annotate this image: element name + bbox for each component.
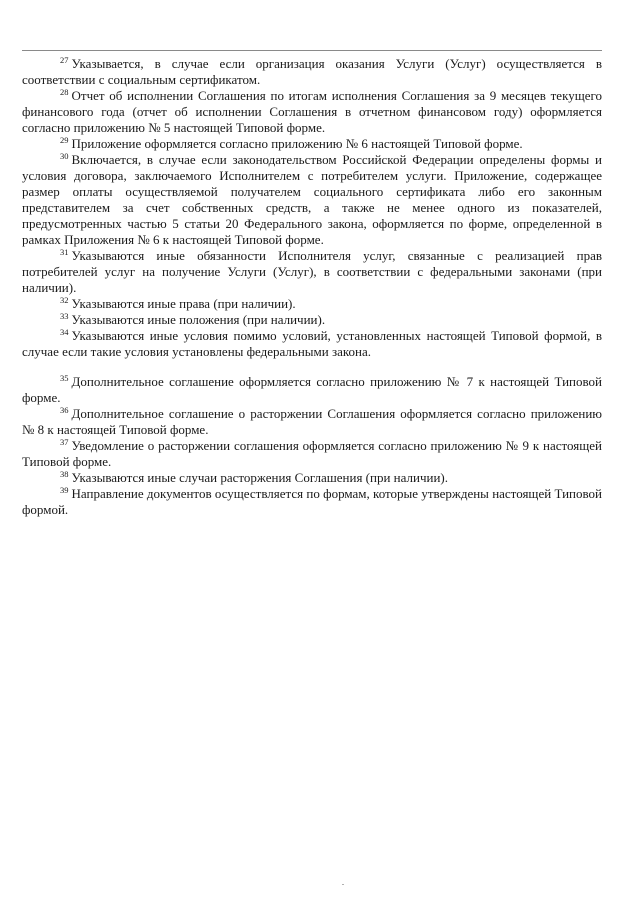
footnote-number: 29 [60,134,69,145]
footnote-number: 28 [60,86,69,97]
footnote-text: Указывается, в случае если организация оказания Услуги (Услуг) осуществляется в соответствии с социальным сертификатом. [22,56,602,87]
footnote-text: Указываются иные права (при наличии). [71,296,296,311]
footnote-separator [22,50,602,51]
footnote-38 [22,470,602,486]
footnote-35 [22,374,602,406]
footnote-39 [22,486,602,518]
footnote-number: 35 [60,372,69,383]
footnote-text: Приложение оформляется согласно приложению № 6 настоящей Типовой форме. [71,136,523,151]
footnote-text: Указываются иные положения (при наличии). [71,312,326,327]
footnote-text: Уведомление о расторжении соглашения оформляется согласно приложению № 9 к настоящей Типовой форме. [22,438,602,469]
footnote-text: Указываются иные обязанности Исполнителя услуг, связанные с реализацией прав потребителей услуг на получение Услуги (Услуг), в соответствии с федеральными законами (при наличии). [22,248,602,295]
footnote-29 [22,136,602,152]
footnote-34 [22,328,602,360]
footnote-number: 34 [60,326,69,337]
footnotes-list [22,56,602,518]
footnote-32 [22,296,602,312]
footnote-text: Указываются иные условия помимо условий, установленных настоящей Типовой формой, в случае если такие условия установлены федеральными закона. [22,328,602,359]
footnote-number: 39 [60,484,69,495]
footnote-36 [22,406,602,438]
footnote-number: 30 [60,150,69,161]
footnote-number: 33 [60,310,69,321]
footnote-number: 27 [60,54,69,65]
footnote-text: Указываются иные случаи расторжения Соглашения (при наличии). [71,470,448,485]
footnote-text: Дополнительное соглашение оформляется согласно приложению № 7 к настоящей Типовой форме. [22,374,602,405]
footnote-text: Направление документов осуществляется по формам, которые утверждены настоящей Типовой формой. [22,486,602,517]
footnote-31 [22,248,602,296]
scan-artifact [342,884,344,885]
footnote-number: 37 [60,436,69,447]
footnote-37 [22,438,602,470]
footnote-number: 31 [60,246,69,257]
footnote-number: 32 [60,294,69,305]
footnote-text: Дополнительное соглашение о расторжении Соглашения оформляется согласно приложению № 8 к настоящей Типовой форме. [22,406,602,437]
footnote-28 [22,88,602,136]
footnote-30 [22,152,602,248]
footnote-text: Отчет об исполнении Соглашения по итогам исполнения Соглашения за 9 месяцев текущего финансового года (отчет об исполнении Соглашения в отчетном финансовом году) оформляется согласно приложению № 5 настоящей Типовой форме. [22,88,602,135]
footnote-number: 38 [60,468,69,479]
footnote-33 [22,312,602,328]
footnote-text: Включается, в случае если законодательством Российской Федерации определены формы и условия договора, заключаемого Исполнителем с потребителем услуги. Приложение, содержащее размер оплаты осуществляемой получателем социального сертификата либо его законным представителем за счет собственных средств, а также не менее одного из показателей, предусмотренных частью 5 статьи 20 Федерального закона, оформляется по форме, определенной в рамках Приложения № 6 к настоящей Типовой форме. [22,152,602,247]
footnote-number: 36 [60,404,69,415]
footnote-27 [22,56,602,88]
